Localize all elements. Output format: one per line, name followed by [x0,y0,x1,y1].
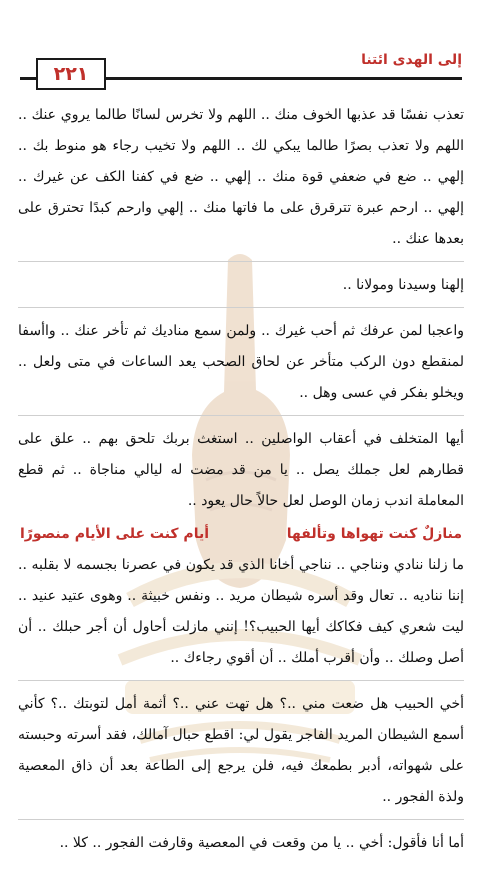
paragraph-4: أيها المتخلف في أعقاب الواصلين .. استغث بربك تلحق بهم .. علق على قطارهم لعل جملك يصل .. يا من قد مضت له ليالي مناجاة .. ثم قطع المعاملة اندب زمان الوصل لعل حالاً حال يعود .. [18,431,464,509]
page-number-box [36,58,106,90]
paragraph-divider [18,415,464,416]
paragraph-divider [18,680,464,681]
page-content [18,100,464,859]
running-title: إلى الهدى ائتنا [361,52,462,68]
paragraph-7: أما أنا فأقول: أخي .. يا من وقعت في المعصية وقارفت الفجور .. كلا .. [59,835,464,851]
paragraph-divider [18,261,464,262]
paragraph-divider [18,307,464,308]
paragraph-divider [18,819,464,820]
page-number: ٢٢١ [53,63,89,85]
paragraph-6: أخي الحبيب هل ضعت مني ..؟ هل تهت عني ..؟ أثمة أمل لتوبتك ..؟ كأني أسمع الشيطان المريد الفاجر يقول لي: اقطع حبال آمالك، فقد أسرته وحبسته على شهواته، أدبر بطمعك فيه، فلن يرجع إلى الطاعة بعد أن ذاق المعصية ولذة الفجور .. [18,696,464,805]
verse-second-hemistich: أيام كنت على الأيام منصورًا [20,526,209,542]
poetry-verse [18,519,464,550]
paragraph-1: تعذب نفسًا قد عذبها الخوف منك .. اللهم ولا تخرس لسانًا طالما يروي عنك .. اللهم ولا تعذب بصرًا طالما يبكي لك .. اللهم ولا تخيب رجاء هو منوط بك .. إلهي .. ضع في ضعفي قوة منك .. إلهي .. ضع في كفنا الكف عن غيرك .. إلهي .. ارحم عبرة تترقرق على ما فاتها منك .. إلهي وارحم كبدًا تحترق على بعدها عنك .. [18,107,464,247]
paragraph-2: إلهنا وسيدنا ومولانا .. [342,277,464,293]
verse-first-hemistich: منازلٌ كنت تهواها وتألفها [286,526,462,542]
paragraph-3: واعجبا لمن عرفك ثم أحب غيرك .. ولمن سمع مناديك ثم تأخر عنك .. واأسفا لمنقطع دون الركب متأخر عن لحاق الصحب يعد الساعات في متى ولعل .. ويخلو بفكر في عسى وهل .. [18,323,464,401]
paragraph-5: ما زلنا ننادي ونناجي .. نناجي أخانا الذي قد يكون في عصرنا بجسمه لا بقلبه .. إننا نناديه .. تعال وقد أسره شيطان مريد .. ونفس خبيثة .. وهوى عتيد عنيد .. ليت شعري كيف فكاكك أيها الحبيب؟! إنني مازلت أحاول أن أجر حبلك .. أن أصل وصلك .. وأن أقرب أملك .. أن أقوي رجاءك .. [18,557,464,666]
page-header [20,44,462,86]
